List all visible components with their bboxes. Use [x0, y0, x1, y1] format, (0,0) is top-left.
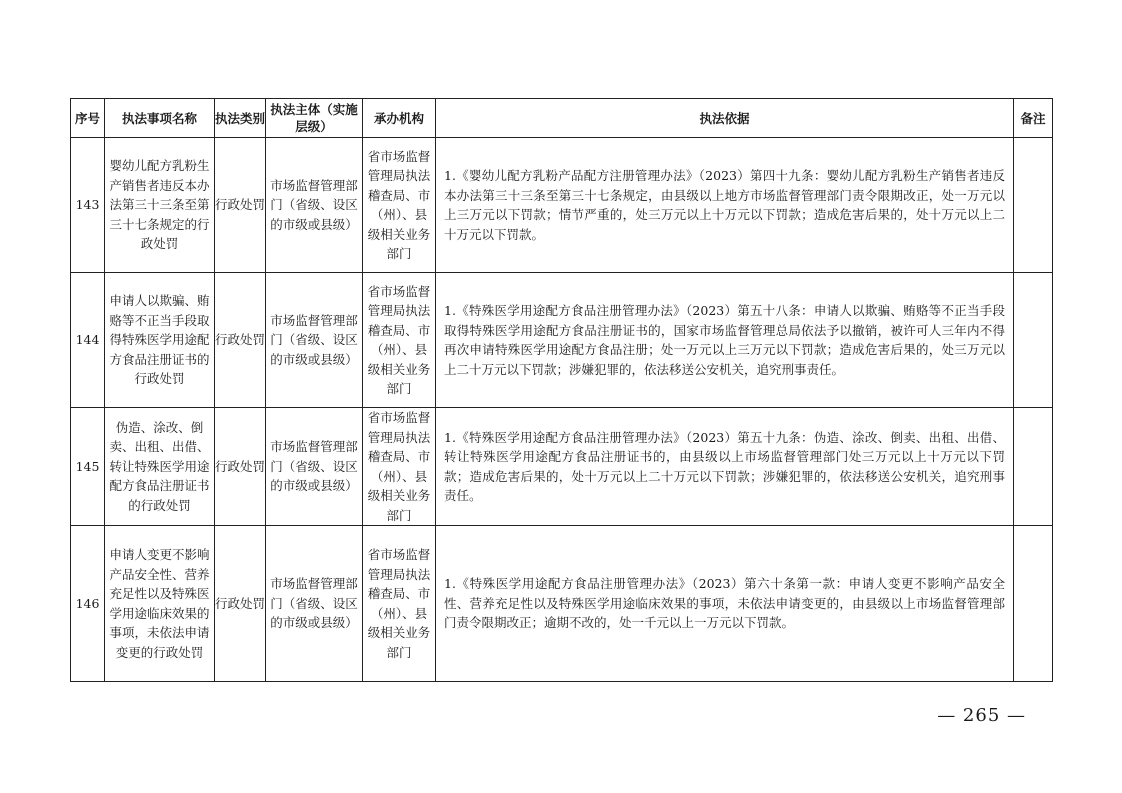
row-note: [1014, 526, 1053, 682]
row-note: [1014, 138, 1053, 273]
header-seq: 序号: [71, 99, 105, 138]
table-header-row: [71, 99, 1053, 138]
header-basis: 执法依据: [436, 99, 1014, 138]
row-seq: 145: [71, 408, 105, 526]
table-row: [71, 273, 1053, 408]
row-seq: 144: [71, 273, 105, 408]
row-category: 行政处罚: [215, 408, 266, 526]
row-subject: 市场监督管理部门（省级、设区的市级或县级）: [266, 526, 363, 682]
row-basis: 1.《婴幼儿配方乳粉产品配方注册管理办法》（2023）第四十九条：婴幼儿配方乳粉生产销售者违反本办法第三十三条至第三十七条规定，由县级以上地方市场监督管理部门责令限期改正，处一万元以上三万元以下罚款；情节严重的，处三万元以上十万元以下罚款；造成危害后果的，处十万元以上二十万元以下罚款。: [436, 138, 1014, 273]
row-org: 省市场监督管理局执法稽查局、市（州）、县级相关业务部门: [363, 138, 436, 273]
table-row: [71, 408, 1053, 526]
row-subject: 市场监督管理部门（省级、设区的市级或县级）: [266, 273, 363, 408]
header-category: 执法类别: [215, 99, 266, 138]
row-org: 省市场监督管理局执法稽查局、市（州）、县级相关业务部门: [363, 273, 436, 408]
header-name: 执法事项名称: [105, 99, 215, 138]
row-category: 行政处罚: [215, 138, 266, 273]
row-subject: 市场监督管理部门（省级、设区的市级或县级）: [266, 138, 363, 273]
row-org: 省市场监督管理局执法稽查局、市（州）、县级相关业务部门: [363, 408, 436, 526]
row-subject: 市场监督管理部门（省级、设区的市级或县级）: [266, 408, 363, 526]
row-basis: 1.《特殊医学用途配方食品注册管理办法》（2023）第五十八条：申请人以欺骗、贿赂等不正当手段取得特殊医学用途配方食品注册证书的，国家市场监督管理总局依法予以撤销，被许可人三年内不得再次申请特殊医学用途配方食品注册；处一万元以上三万元以下罚款；造成危害后果的，处三万元以上二十万元以下罚款；涉嫌犯罪的，依法移送公安机关，追究刑事责任。: [436, 273, 1014, 408]
row-name: 婴幼儿配方乳粉生产销售者违反本办法第三十三条至第三十七条规定的行政处罚: [105, 138, 215, 273]
enforcement-table: [70, 98, 1053, 682]
row-note: [1014, 408, 1053, 526]
row-basis: 1.《特殊医学用途配方食品注册管理办法》（2023）第五十九条：伪造、涂改、倒卖、出租、出借、转让特殊医学用途配方食品注册证书的，由县级以上市场监督管理部门处三万元以上十万元以下罚款；造成危害后果的，处十万元以上二十万元以下罚款；涉嫌犯罪的，依法移送公安机关，追究刑事责任。: [436, 408, 1014, 526]
page-number: — 265 —: [937, 705, 1026, 726]
row-seq: 143: [71, 138, 105, 273]
header-org: 承办机构: [363, 99, 436, 138]
row-name: 伪造、涂改、倒卖、出租、出借、转让特殊医学用途配方食品注册证书的行政处罚: [105, 408, 215, 526]
table-row: [71, 138, 1053, 273]
row-basis: 1.《特殊医学用途配方食品注册管理办法》（2023）第六十条第一款：申请人变更不影响产品安全性、营养充足性以及特殊医学用途临床效果的事项，未依法申请变更的，由县级以上市场监督管理部门责令限期改正；逾期不改的，处一千元以上一万元以下罚款。: [436, 526, 1014, 682]
row-org: 省市场监督管理局执法稽查局、市（州）、县级相关业务部门: [363, 526, 436, 682]
row-category: 行政处罚: [215, 526, 266, 682]
header-note: 备注: [1014, 99, 1053, 138]
row-note: [1014, 273, 1053, 408]
header-subject: 执法主体（实施层级）: [266, 99, 363, 138]
row-seq: 146: [71, 526, 105, 682]
row-name: 申请人以欺骗、贿赂等不正当手段取得特殊医学用途配方食品注册证书的行政处罚: [105, 273, 215, 408]
table-row: [71, 526, 1053, 682]
row-name: 申请人变更不影响产品安全性、营养充足性以及特殊医学用途临床效果的事项，未依法申请变更的行政处罚: [105, 526, 215, 682]
row-category: 行政处罚: [215, 273, 266, 408]
